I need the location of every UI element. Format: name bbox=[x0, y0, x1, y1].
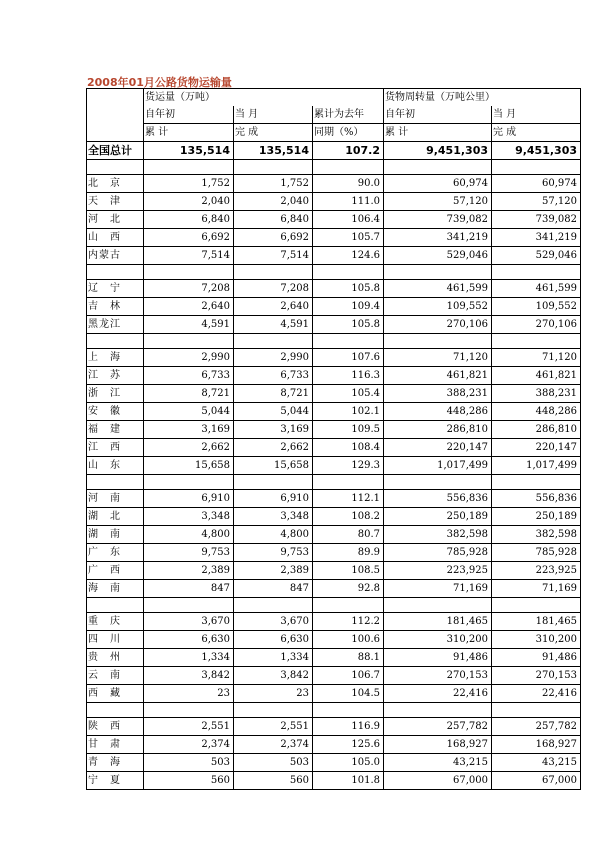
cell-turnover-ytd: 257,782 bbox=[384, 718, 492, 736]
cell-turnover-ytd: 71,169 bbox=[384, 580, 492, 598]
cell-volume-month: 15,658 bbox=[234, 457, 313, 475]
cell-volume-ytd: 7,208 bbox=[144, 280, 234, 298]
cell-volume-ytd: 847 bbox=[144, 580, 234, 598]
cell-turnover-ytd: 57,120 bbox=[384, 193, 492, 211]
cell-volume-pct: 129.3 bbox=[313, 457, 384, 475]
cell-volume-pct: 105.7 bbox=[313, 229, 384, 247]
cell-volume-month: 9,753 bbox=[234, 544, 313, 562]
cell-volume-pct: 108.5 bbox=[313, 562, 384, 580]
region-name: 黑龙江 bbox=[87, 316, 144, 334]
cell-volume-pct: 104.5 bbox=[313, 685, 384, 703]
table-row bbox=[87, 403, 581, 421]
table-row bbox=[87, 544, 581, 562]
cell-turnover-month: 220,147 bbox=[492, 439, 581, 457]
header-blank bbox=[87, 89, 144, 107]
cell-volume-month: 1,752 bbox=[234, 175, 313, 193]
region-name: 上 海 bbox=[87, 349, 144, 367]
cell-volume-pct: 111.0 bbox=[313, 193, 384, 211]
table-row bbox=[87, 580, 581, 598]
cell-turnover-month: 341,219 bbox=[492, 229, 581, 247]
region-name: 广 西 bbox=[87, 562, 144, 580]
table-row bbox=[87, 385, 581, 403]
cell-volume-pct: 109.4 bbox=[313, 298, 384, 316]
table-row bbox=[87, 211, 581, 229]
cell-volume-pct: 105.0 bbox=[313, 754, 384, 772]
cell-turnover-ytd: 270,153 bbox=[384, 667, 492, 685]
cell-volume-ytd: 2,640 bbox=[144, 298, 234, 316]
cell-volume-pct: 80.7 bbox=[313, 526, 384, 544]
table-row bbox=[87, 421, 581, 439]
cell-volume-month: 4,800 bbox=[234, 526, 313, 544]
cell-turnover-ytd: 223,925 bbox=[384, 562, 492, 580]
cell-turnover-month: 181,465 bbox=[492, 613, 581, 631]
cell-volume-month: 2,551 bbox=[234, 718, 313, 736]
cell-turnover-ytd: 109,552 bbox=[384, 298, 492, 316]
table-row bbox=[87, 193, 581, 211]
table-row bbox=[87, 562, 581, 580]
cell-volume-pct: 108.4 bbox=[313, 439, 384, 457]
region-name: 甘 肃 bbox=[87, 736, 144, 754]
cell-turnover-ytd: 286,810 bbox=[384, 421, 492, 439]
cell-volume-pct: 106.7 bbox=[313, 667, 384, 685]
cell-volume-ytd: 135,514 bbox=[144, 142, 234, 160]
cell-turnover-month: 257,782 bbox=[492, 718, 581, 736]
cell-turnover-ytd: 529,046 bbox=[384, 247, 492, 265]
cell-turnover-ytd: 168,927 bbox=[384, 736, 492, 754]
col-pct-header: 累计为去年 bbox=[313, 106, 384, 124]
cell-volume-pct: 88.1 bbox=[313, 649, 384, 667]
cell-volume-ytd: 7,514 bbox=[144, 247, 234, 265]
region-name: 全国总计 bbox=[87, 142, 144, 160]
cell-turnover-month: 223,925 bbox=[492, 562, 581, 580]
cell-volume-ytd: 1,752 bbox=[144, 175, 234, 193]
col-ytd-header: 自年初 bbox=[144, 106, 234, 124]
cell-turnover-ytd: 388,231 bbox=[384, 385, 492, 403]
cell-turnover-month: 286,810 bbox=[492, 421, 581, 439]
cell-volume-ytd: 8,721 bbox=[144, 385, 234, 403]
cell-volume-ytd: 2,551 bbox=[144, 718, 234, 736]
region-name: 江 苏 bbox=[87, 367, 144, 385]
cell-volume-month: 6,692 bbox=[234, 229, 313, 247]
region-name: 河 南 bbox=[87, 490, 144, 508]
cell-volume-ytd: 6,733 bbox=[144, 367, 234, 385]
cell-turnover-month: 168,927 bbox=[492, 736, 581, 754]
cell-volume-pct: 92.8 bbox=[313, 580, 384, 598]
table-row bbox=[87, 316, 581, 334]
cell-volume-pct: 107.2 bbox=[313, 142, 384, 160]
cell-volume-month: 7,208 bbox=[234, 280, 313, 298]
cell-turnover-ytd: 739,082 bbox=[384, 211, 492, 229]
region-name: 山 西 bbox=[87, 229, 144, 247]
cell-volume-ytd: 3,670 bbox=[144, 613, 234, 631]
table-row bbox=[87, 613, 581, 631]
cell-volume-ytd: 15,658 bbox=[144, 457, 234, 475]
cell-turnover-ytd: 67,000 bbox=[384, 772, 492, 790]
cell-volume-month: 2,389 bbox=[234, 562, 313, 580]
page-title: 2008年01月公路货物运输量 bbox=[87, 76, 232, 89]
table-row bbox=[87, 772, 581, 790]
cell-volume-month: 6,910 bbox=[234, 490, 313, 508]
cell-turnover-ytd: 91,486 bbox=[384, 649, 492, 667]
spacer-row bbox=[87, 334, 581, 349]
cell-turnover-ytd: 556,836 bbox=[384, 490, 492, 508]
cell-turnover-ytd: 270,106 bbox=[384, 316, 492, 334]
cell-turnover-month: 461,599 bbox=[492, 280, 581, 298]
cell-volume-month: 2,374 bbox=[234, 736, 313, 754]
region-name: 北 京 bbox=[87, 175, 144, 193]
cell-volume-ytd: 9,753 bbox=[144, 544, 234, 562]
region-name: 湖 北 bbox=[87, 508, 144, 526]
cell-turnover-month: 57,120 bbox=[492, 193, 581, 211]
region-name: 西 藏 bbox=[87, 685, 144, 703]
cell-volume-month: 3,169 bbox=[234, 421, 313, 439]
cell-volume-ytd: 1,334 bbox=[144, 649, 234, 667]
cell-turnover-ytd: 448,286 bbox=[384, 403, 492, 421]
region-name: 陕 西 bbox=[87, 718, 144, 736]
cell-volume-month: 8,721 bbox=[234, 385, 313, 403]
cell-volume-month: 6,630 bbox=[234, 631, 313, 649]
region-name: 安 徽 bbox=[87, 403, 144, 421]
cell-turnover-ytd: 60,974 bbox=[384, 175, 492, 193]
cell-volume-ytd: 2,374 bbox=[144, 736, 234, 754]
cell-volume-month: 847 bbox=[234, 580, 313, 598]
table-row bbox=[87, 490, 581, 508]
cell-volume-month: 7,514 bbox=[234, 247, 313, 265]
total-row bbox=[87, 142, 581, 160]
cell-volume-month: 503 bbox=[234, 754, 313, 772]
cell-volume-pct: 105.8 bbox=[313, 316, 384, 334]
cell-turnover-ytd: 1,017,499 bbox=[384, 457, 492, 475]
cell-turnover-month: 71,120 bbox=[492, 349, 581, 367]
cell-volume-ytd: 2,662 bbox=[144, 439, 234, 457]
cell-volume-pct: 109.5 bbox=[313, 421, 384, 439]
cell-volume-month: 3,842 bbox=[234, 667, 313, 685]
cell-volume-pct: 89.9 bbox=[313, 544, 384, 562]
cell-volume-month: 2,990 bbox=[234, 349, 313, 367]
cell-volume-ytd: 2,040 bbox=[144, 193, 234, 211]
region-name: 四 川 bbox=[87, 631, 144, 649]
region-name: 福 建 bbox=[87, 421, 144, 439]
table-row bbox=[87, 229, 581, 247]
freight-table bbox=[86, 88, 581, 790]
spacer-row bbox=[87, 265, 581, 280]
table-row bbox=[87, 718, 581, 736]
cell-volume-ytd: 4,800 bbox=[144, 526, 234, 544]
col-tmonth-subheader: 完 成 bbox=[492, 124, 581, 142]
region-name: 海 南 bbox=[87, 580, 144, 598]
cell-turnover-ytd: 461,821 bbox=[384, 367, 492, 385]
region-name: 内蒙古 bbox=[87, 247, 144, 265]
cell-volume-ytd: 5,044 bbox=[144, 403, 234, 421]
cell-turnover-month: 60,974 bbox=[492, 175, 581, 193]
cell-volume-month: 23 bbox=[234, 685, 313, 703]
region-name: 河 北 bbox=[87, 211, 144, 229]
cell-volume-month: 2,040 bbox=[234, 193, 313, 211]
col-ytd-subheader: 累 计 bbox=[144, 124, 234, 142]
col-tytd-header: 自年初 bbox=[384, 106, 492, 124]
cell-volume-pct: 90.0 bbox=[313, 175, 384, 193]
cell-volume-ytd: 6,910 bbox=[144, 490, 234, 508]
table-row bbox=[87, 685, 581, 703]
cell-volume-ytd: 3,348 bbox=[144, 508, 234, 526]
col-pct-subheader: 同期（%） bbox=[313, 124, 384, 142]
cell-volume-month: 1,334 bbox=[234, 649, 313, 667]
region-name: 吉 林 bbox=[87, 298, 144, 316]
cell-turnover-ytd: 22,416 bbox=[384, 685, 492, 703]
cell-turnover-month: 388,231 bbox=[492, 385, 581, 403]
cell-volume-ytd: 6,630 bbox=[144, 631, 234, 649]
cell-volume-month: 2,662 bbox=[234, 439, 313, 457]
cell-turnover-month: 739,082 bbox=[492, 211, 581, 229]
cell-volume-pct: 124.6 bbox=[313, 247, 384, 265]
table-row bbox=[87, 367, 581, 385]
cell-volume-pct: 125.6 bbox=[313, 736, 384, 754]
cell-turnover-ytd: 461,599 bbox=[384, 280, 492, 298]
region-name: 天 津 bbox=[87, 193, 144, 211]
cell-volume-month: 560 bbox=[234, 772, 313, 790]
region-name: 辽 宁 bbox=[87, 280, 144, 298]
cell-volume-month: 4,591 bbox=[234, 316, 313, 334]
cell-turnover-month: 556,836 bbox=[492, 490, 581, 508]
cell-turnover-ytd: 382,598 bbox=[384, 526, 492, 544]
cell-volume-month: 5,044 bbox=[234, 403, 313, 421]
table-row bbox=[87, 457, 581, 475]
cell-volume-ytd: 503 bbox=[144, 754, 234, 772]
cell-turnover-month: 785,928 bbox=[492, 544, 581, 562]
cell-volume-month: 6,840 bbox=[234, 211, 313, 229]
region-name: 山 东 bbox=[87, 457, 144, 475]
cell-turnover-month: 9,451,303 bbox=[492, 142, 581, 160]
cell-volume-ytd: 6,840 bbox=[144, 211, 234, 229]
table-row bbox=[87, 175, 581, 193]
cell-volume-ytd: 560 bbox=[144, 772, 234, 790]
cell-turnover-month: 43,215 bbox=[492, 754, 581, 772]
cell-turnover-ytd: 181,465 bbox=[384, 613, 492, 631]
table-row bbox=[87, 439, 581, 457]
cell-volume-month: 3,348 bbox=[234, 508, 313, 526]
cell-turnover-month: 310,200 bbox=[492, 631, 581, 649]
region-name: 宁 夏 bbox=[87, 772, 144, 790]
col-tytd-subheader: 累 计 bbox=[384, 124, 492, 142]
table-row bbox=[87, 754, 581, 772]
cell-turnover-month: 1,017,499 bbox=[492, 457, 581, 475]
table-row bbox=[87, 667, 581, 685]
cell-volume-pct: 100.6 bbox=[313, 631, 384, 649]
cell-turnover-month: 448,286 bbox=[492, 403, 581, 421]
cell-volume-pct: 101.8 bbox=[313, 772, 384, 790]
cell-volume-pct: 107.6 bbox=[313, 349, 384, 367]
cell-volume-month: 3,670 bbox=[234, 613, 313, 631]
cell-turnover-month: 382,598 bbox=[492, 526, 581, 544]
cell-volume-month: 2,640 bbox=[234, 298, 313, 316]
region-name: 江 西 bbox=[87, 439, 144, 457]
cell-turnover-ytd: 341,219 bbox=[384, 229, 492, 247]
cell-volume-ytd: 2,990 bbox=[144, 349, 234, 367]
table-row bbox=[87, 247, 581, 265]
cell-turnover-month: 461,821 bbox=[492, 367, 581, 385]
cell-turnover-month: 67,000 bbox=[492, 772, 581, 790]
table-row bbox=[87, 526, 581, 544]
cell-volume-pct: 112.2 bbox=[313, 613, 384, 631]
col-month-subheader: 完 成 bbox=[234, 124, 313, 142]
cell-volume-ytd: 4,591 bbox=[144, 316, 234, 334]
volume-header: 货运量（万吨） bbox=[144, 89, 384, 107]
table-row bbox=[87, 280, 581, 298]
cell-volume-ytd: 23 bbox=[144, 685, 234, 703]
cell-turnover-ytd: 310,200 bbox=[384, 631, 492, 649]
region-name: 云 南 bbox=[87, 667, 144, 685]
spacer-row bbox=[87, 703, 581, 718]
cell-turnover-month: 91,486 bbox=[492, 649, 581, 667]
spacer-row bbox=[87, 160, 581, 175]
cell-volume-pct: 116.3 bbox=[313, 367, 384, 385]
table-row bbox=[87, 508, 581, 526]
region-name: 湖 南 bbox=[87, 526, 144, 544]
cell-turnover-ytd: 9,451,303 bbox=[384, 142, 492, 160]
spacer-row bbox=[87, 598, 581, 613]
cell-turnover-month: 270,106 bbox=[492, 316, 581, 334]
cell-volume-pct: 102.1 bbox=[313, 403, 384, 421]
cell-volume-pct: 105.4 bbox=[313, 385, 384, 403]
spacer-row bbox=[87, 475, 581, 490]
cell-volume-pct: 112.1 bbox=[313, 490, 384, 508]
cell-turnover-month: 270,153 bbox=[492, 667, 581, 685]
cell-turnover-month: 109,552 bbox=[492, 298, 581, 316]
col-month-header: 当 月 bbox=[234, 106, 313, 124]
cell-turnover-ytd: 250,189 bbox=[384, 508, 492, 526]
table-row bbox=[87, 649, 581, 667]
cell-turnover-ytd: 43,215 bbox=[384, 754, 492, 772]
table-row bbox=[87, 298, 581, 316]
region-name: 浙 江 bbox=[87, 385, 144, 403]
region-name: 重 庆 bbox=[87, 613, 144, 631]
cell-turnover-ytd: 785,928 bbox=[384, 544, 492, 562]
cell-volume-month: 135,514 bbox=[234, 142, 313, 160]
turnover-header: 货物周转量（万吨公里） bbox=[384, 89, 581, 107]
cell-turnover-month: 529,046 bbox=[492, 247, 581, 265]
table-row bbox=[87, 736, 581, 754]
cell-volume-ytd: 3,842 bbox=[144, 667, 234, 685]
cell-volume-ytd: 6,692 bbox=[144, 229, 234, 247]
cell-volume-ytd: 3,169 bbox=[144, 421, 234, 439]
cell-volume-pct: 106.4 bbox=[313, 211, 384, 229]
col-tmonth-header: 当 月 bbox=[492, 106, 581, 124]
cell-turnover-ytd: 220,147 bbox=[384, 439, 492, 457]
region-name: 广 东 bbox=[87, 544, 144, 562]
cell-volume-ytd: 2,389 bbox=[144, 562, 234, 580]
cell-turnover-ytd: 71,120 bbox=[384, 349, 492, 367]
cell-volume-month: 6,733 bbox=[234, 367, 313, 385]
cell-volume-pct: 105.8 bbox=[313, 280, 384, 298]
cell-volume-pct: 116.9 bbox=[313, 718, 384, 736]
cell-volume-pct: 108.2 bbox=[313, 508, 384, 526]
table-row bbox=[87, 631, 581, 649]
cell-turnover-month: 22,416 bbox=[492, 685, 581, 703]
region-name: 青 海 bbox=[87, 754, 144, 772]
table-row bbox=[87, 349, 581, 367]
cell-turnover-month: 250,189 bbox=[492, 508, 581, 526]
cell-turnover-month: 71,169 bbox=[492, 580, 581, 598]
region-name: 贵 州 bbox=[87, 649, 144, 667]
